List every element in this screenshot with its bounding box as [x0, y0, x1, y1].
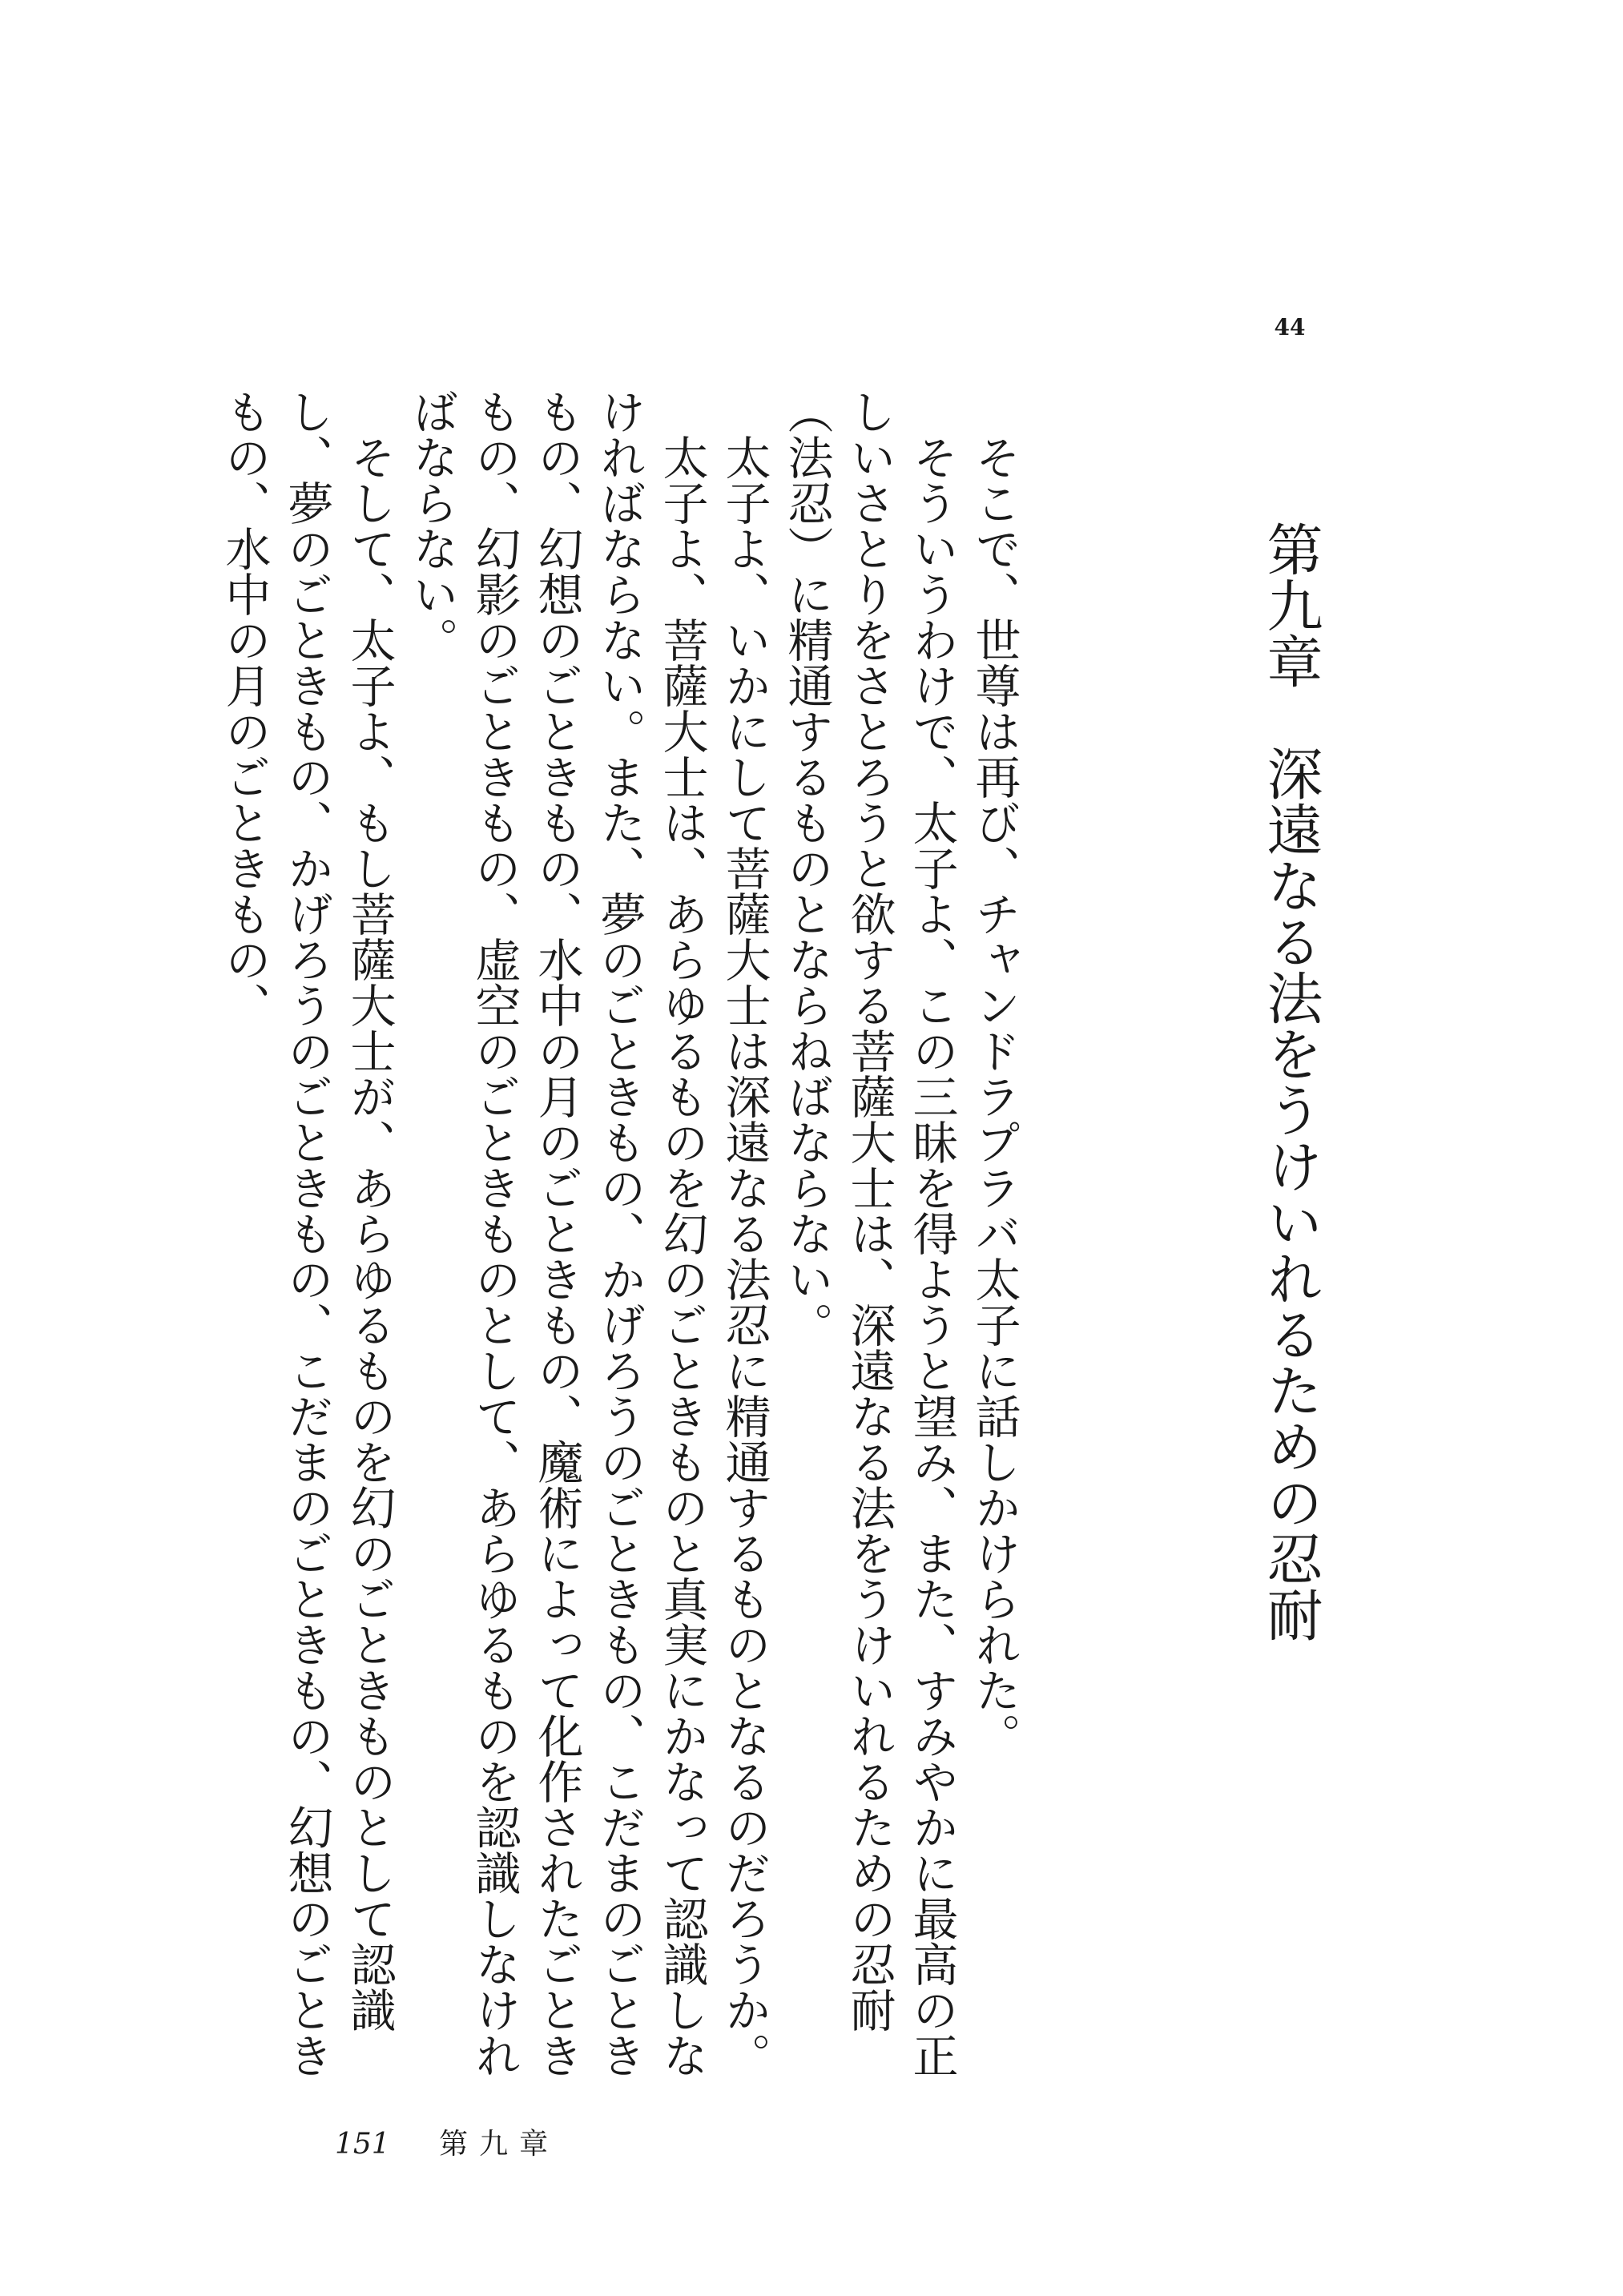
section-number: 44 — [1274, 314, 1306, 340]
page-number: 151 — [335, 2128, 390, 2161]
paragraph: そこで、世尊は再び、チャンドラプラバ太子に話しかけられた。 — [968, 434, 1021, 1758]
paragraph: 太子よ、いかにして菩薩大士は深遠なる法忍に精通するものとなるのだろうか。 — [718, 434, 771, 2078]
running-title: 第九章 — [439, 2128, 560, 2161]
paragraph: 太子よ、菩薩大士は、あらゆるものを幻のごときものと真実にかなって認識しなければならない。また、夢のごときもの、かげろうのごときもの、こだまのごときもの、幻想のごときもの、水中の月のごときもの、魔術によって化作されたごときもの、幻影のごときもの、虚空のごときものとして、あらゆるものを認識しなければならない。 — [405, 389, 708, 2078]
paragraph: そういうわけで、太子よ、この三昧を得ようと望み、また、すみやかに最高の正しいさとりをさとろうと欲する菩薩大士は、深遠なる法をうけいれるための忍耐（法忍）に精通するものとならねばならない。 — [780, 389, 958, 2078]
body-text — [218, 389, 1025, 2111]
page-footer — [335, 2121, 559, 2162]
paragraph: そして、太子よ、もし菩薩大士が、あらゆるものを幻のごときものとして認識し、夢のごときもの、かげろうのごときもの、こだまのごときもの、幻想のごときもの、水中の月のごときもの、 — [218, 389, 396, 2078]
chapter-title: 第九章 深遠なる法をうけいれるための忍耐 — [1258, 521, 1323, 1642]
